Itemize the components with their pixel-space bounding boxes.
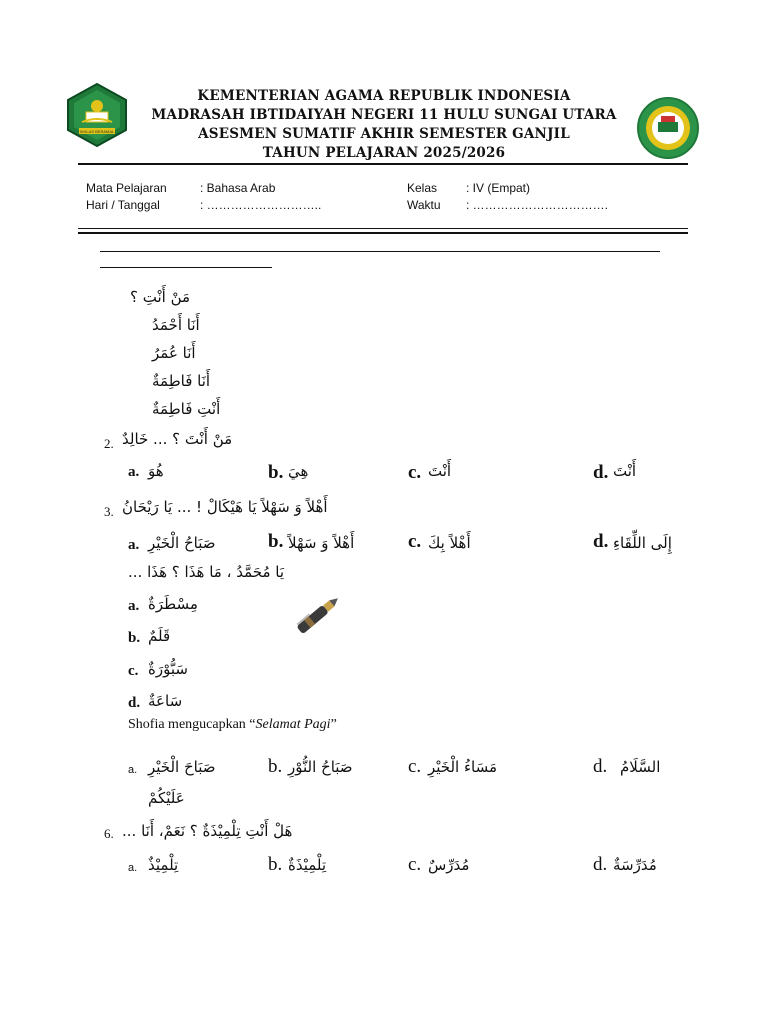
q4-option-d[interactable]: سَاعَةٌ	[148, 692, 183, 710]
q6-option-c[interactable]: مُدَرِّسٌ	[428, 856, 470, 874]
q3-option-c[interactable]: أَهْلاً بِكَ	[428, 534, 471, 552]
q6-c-letter: c.	[408, 854, 422, 875]
q6-d-letter: d.	[593, 854, 608, 875]
info-divider-top	[78, 228, 688, 229]
q6-question: هَلْ أَنْتِ تِلْمِيْذَةٌ ؟ نَعَمْ، أَنَا ...	[122, 822, 293, 840]
kelas-label: Kelas	[407, 181, 438, 195]
q5-option-c[interactable]: مَسَاءُ الْخَيْرِ	[428, 758, 498, 776]
header-ministry: KEMENTERIAN AGAMA REPUBLIK INDONESIA	[197, 88, 571, 104]
q5-prompt	[128, 717, 337, 733]
q5-c-letter: c.	[408, 756, 422, 777]
q4-option-a[interactable]: مِسْطَرَةٌ	[148, 595, 198, 613]
q4-a-letter: a.	[128, 598, 140, 614]
q4-option-c[interactable]: سَبُّوْرَةٌ	[148, 660, 188, 678]
q3-a-letter: a.	[128, 537, 140, 553]
header-school: MADRASAH IBTIDAIYAH NEGERI 11 HULU SUNGAI UTARA	[151, 107, 617, 123]
header-exam: ASESMEN SUMATIF AKHIR SEMESTER GANJIL	[198, 126, 570, 142]
q2-number: 2.	[104, 436, 114, 451]
q5-option-d[interactable]: السَّلَامُ	[620, 758, 661, 776]
q6-option-d[interactable]: مُدَرِّسَةٌ	[613, 856, 657, 874]
q4-c-letter: c.	[128, 663, 139, 679]
q2-option-c[interactable]: أَنْتَ	[428, 462, 452, 480]
q3-d-letter: d.	[593, 531, 609, 552]
q3-b-letter: b.	[268, 531, 284, 552]
q2-b-letter: b.	[268, 462, 284, 483]
kelas-value: : IV (Empat)	[466, 181, 531, 195]
q5-b-letter: b.	[268, 756, 283, 777]
q5-option-d-continued: عَلَيْكُمْ	[148, 789, 185, 807]
q5-option-b[interactable]: صَبَاحُ النُّوْرِ	[288, 758, 353, 776]
q2-d-letter: d.	[593, 462, 609, 483]
info-divider-bottom	[78, 232, 688, 234]
instruction-line-1	[100, 251, 660, 252]
q2-a-letter: a.	[128, 464, 140, 480]
q1-option-c[interactable]: أَنَا فَاطِمَةٌ	[152, 372, 211, 390]
hari-label: Hari / Tanggal	[86, 198, 160, 212]
q3-option-b[interactable]: أَهْلاً وَ سَهْلاً	[288, 534, 355, 552]
hari-value: : ………………………..	[200, 198, 322, 212]
q4-b-letter: b.	[128, 630, 141, 646]
q5-prompt-start: Shofia mengucapkan “	[128, 717, 256, 732]
q5-prompt-italic: Selamat Pagi	[255, 717, 331, 732]
pen-icon	[290, 590, 346, 640]
q3-option-a[interactable]: صَبَاحُ الْخَيْرِ	[148, 534, 216, 552]
q1-option-a[interactable]: أَنَا أَحْمَدُ	[152, 316, 200, 334]
q2-option-d[interactable]: أَنْتَ	[613, 462, 637, 480]
q3-number: 3.	[104, 504, 114, 519]
q2-question: مَنْ أَنْتَ ؟ ... خَالِدٌ	[122, 430, 233, 448]
logo-left-text: IKHLAS BERAMAL	[79, 129, 115, 134]
header-divider	[78, 163, 688, 165]
q6-option-a[interactable]: تِلْمِيْذٌ	[148, 856, 179, 874]
q6-number: 6.	[104, 826, 114, 841]
q4-d-letter: d.	[128, 695, 141, 711]
q4-question: يَا مُحَمَّدُ ، مَا هَذَا ؟ هَذَا ...	[128, 563, 284, 581]
q1-option-b[interactable]: أَنَا عُمَرُ	[152, 344, 196, 362]
mapel-label: Mata Pelajaran	[86, 181, 167, 195]
q6-b-letter: b.	[268, 854, 283, 875]
q5-prompt-end: ”	[330, 717, 337, 732]
q6-a-letter: a.	[128, 862, 138, 874]
q1-option-d[interactable]: أَنْتِ فَاطِمَةٌ	[152, 400, 221, 418]
waktu-label: Waktu	[407, 198, 441, 212]
q5-a-letter: a.	[128, 764, 138, 776]
q5-option-a[interactable]: صَبَاحَ الْخَيْرِ	[148, 758, 216, 776]
q5-d-letter: d.	[593, 756, 608, 777]
q3-option-d[interactable]: إِلَى اللِّقَاءِ	[613, 534, 672, 552]
instruction-line-2	[100, 267, 272, 268]
q3-c-letter: c.	[408, 531, 422, 552]
q2-option-b[interactable]: هِيَ	[288, 462, 309, 480]
q3-question: أَهْلاً وَ سَهْلاً يَا هَيْكَالْ ! ... يَا رَيْحَانُ	[122, 498, 328, 516]
q4-option-b[interactable]: قَلَمٌ	[148, 627, 171, 645]
q6-option-b[interactable]: تِلْمِيْذَةٌ	[288, 856, 327, 874]
waktu-value: : …………………………….	[466, 198, 609, 212]
header-year: TAHUN PELAJARAN 2025/2026	[262, 145, 506, 161]
q1-question: مَنْ أَنْتِ ؟	[130, 288, 191, 306]
q2-c-letter: c.	[408, 462, 422, 483]
mapel-value: : Bahasa Arab	[200, 181, 276, 195]
q2-option-a[interactable]: هُوَ	[148, 462, 164, 480]
